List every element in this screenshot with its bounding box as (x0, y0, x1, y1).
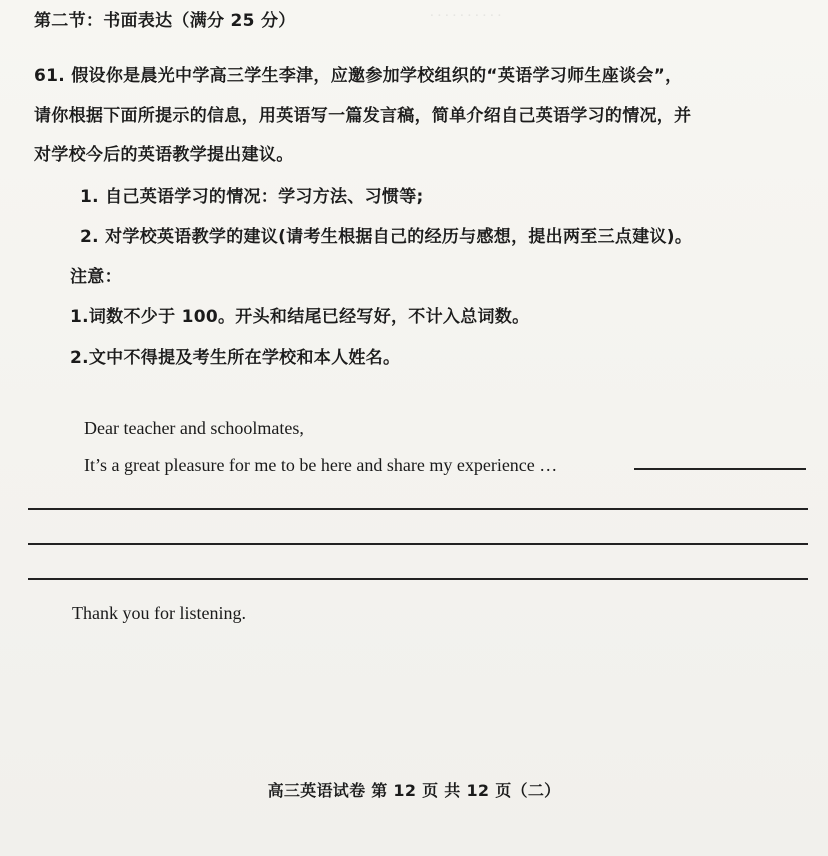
requirement-2: 2. 对学校英语教学的建议(请考生根据自己的经历与感想，提出两至三点建议)。 (80, 227, 693, 247)
note-label: 注意： (70, 267, 122, 287)
letter-salutation: Dear teacher and schoolmates, (84, 418, 304, 438)
question-line-1: 61. 假设你是晨光中学高三学生李津，应邀参加学校组织的“英语学习师生座谈会”， (34, 66, 683, 86)
letter-opening: It’s a great pleasure for me to be here and share my experience … (84, 455, 558, 475)
note-1: 1.词数不少于 100。开头和结尾已经写好，不计入总词数。 (70, 307, 530, 327)
note-2: 2.文中不得提及考生所在学校和本人姓名。 (70, 348, 401, 368)
answer-line-2[interactable] (28, 543, 808, 545)
question-line-3: 对学校今后的英语教学提出建议。 (34, 145, 294, 165)
letter-closing: Thank you for listening. (72, 603, 246, 623)
answer-line-3[interactable] (28, 578, 808, 580)
question-line-2: 请你根据下面所提示的信息，用英语写一篇发言稿，简单介绍自己英语学习的情况，并 (34, 106, 692, 126)
answer-blank[interactable] (634, 468, 806, 470)
page-footer: 高三英语试卷 第 12 页 共 12 页（二） (267, 781, 561, 800)
requirement-1: 1. 自己英语学习的情况：学习方法、习惯等; (80, 187, 424, 207)
section-title: 第二节：书面表达（满分 25 分） (34, 11, 296, 31)
answer-line-1[interactable] (28, 508, 808, 510)
bleed-through-text: . . . . . . . . . . (430, 4, 502, 20)
